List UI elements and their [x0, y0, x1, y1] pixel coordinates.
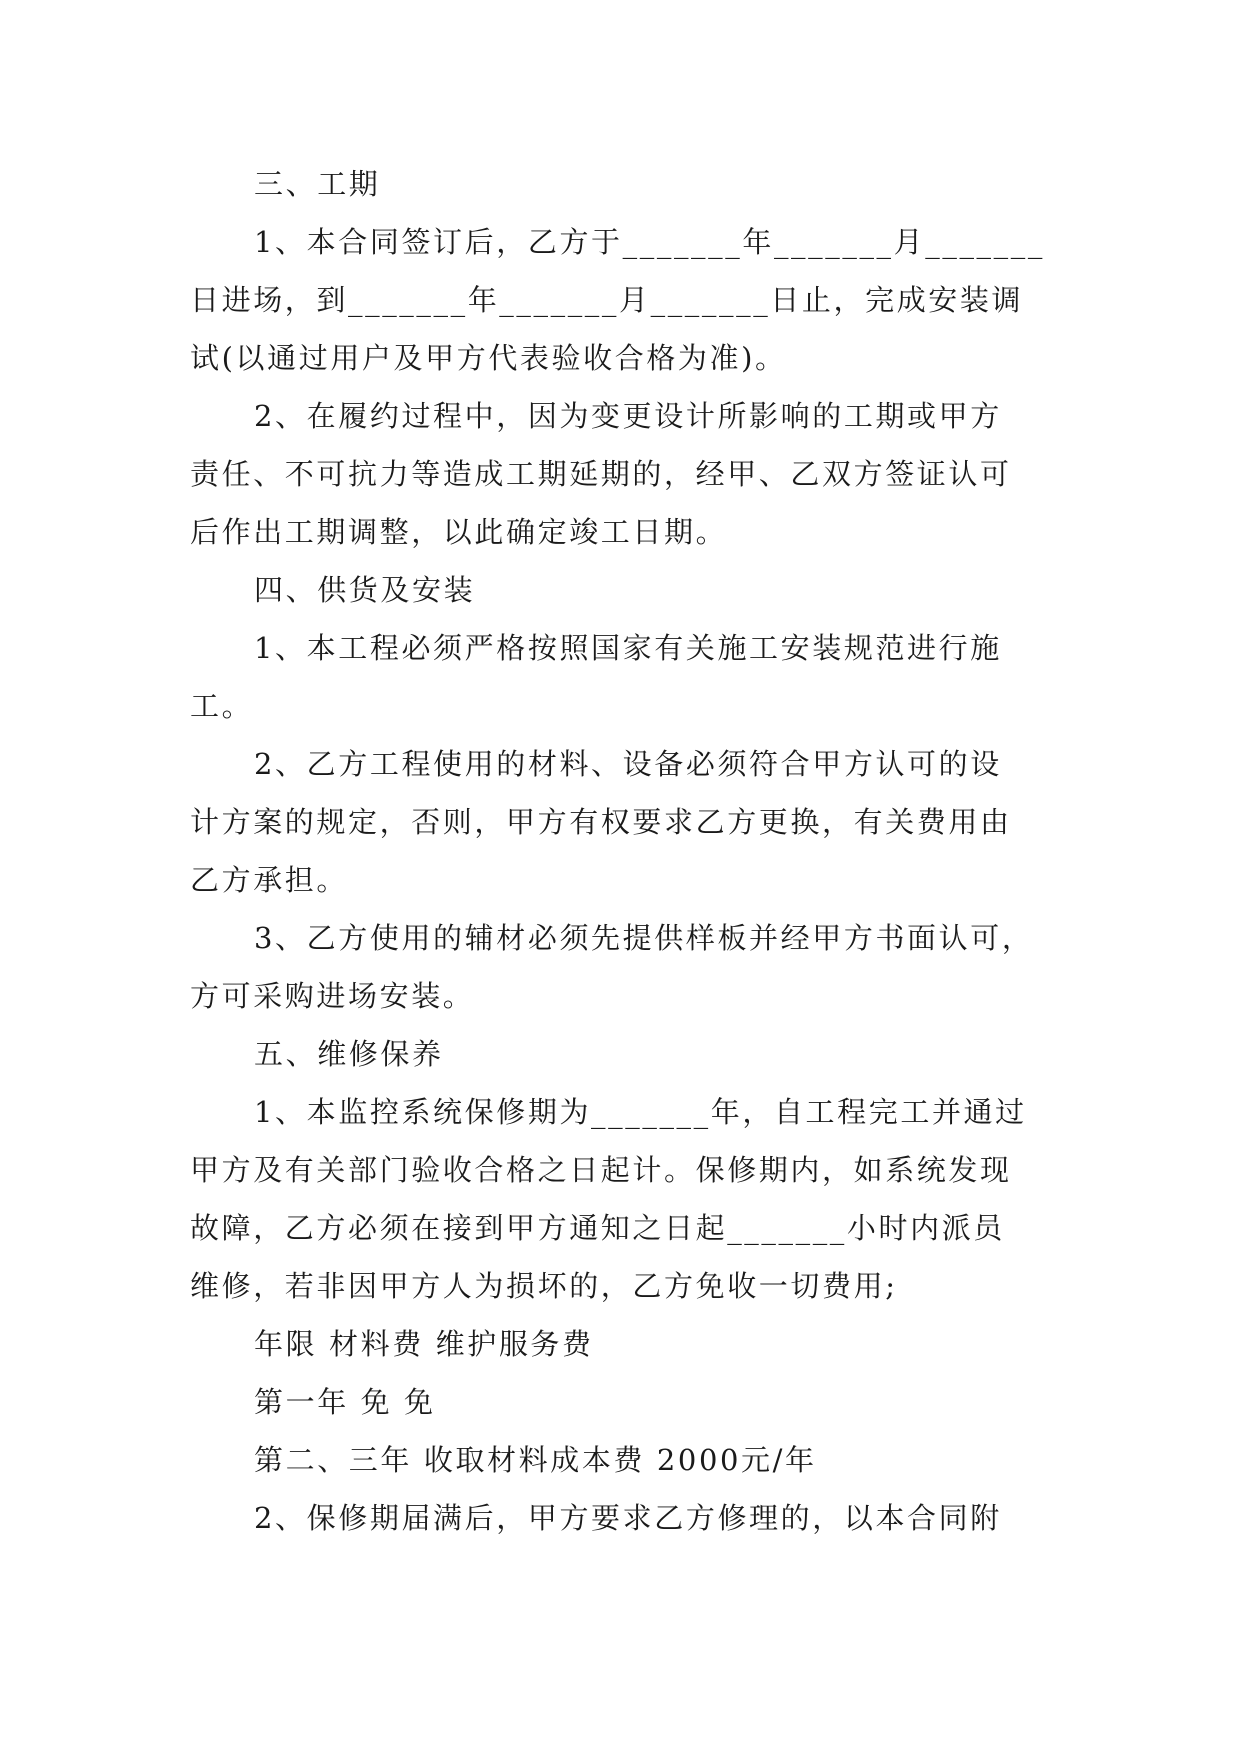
- paragraph-line: 日进场，到_______年_______月_______日止，完成安装调: [190, 283, 1024, 317]
- paragraph-line: 2、乙方工程使用的材料、设备必须符合甲方认可的设: [254, 747, 1002, 781]
- fee-table-row: 第一年 免 免: [254, 1385, 436, 1419]
- paragraph-line: 工。: [190, 689, 254, 723]
- paragraph-line: 3、乙方使用的辅材必须先提供样板并经甲方书面认可，: [254, 921, 1034, 955]
- paragraph-line: 2、在履约过程中，因为变更设计所影响的工期或甲方: [254, 399, 1002, 433]
- paragraph-line: 方可采购进场安装。: [190, 979, 475, 1013]
- paragraph-line: 甲方及有关部门验收合格之日起计。保修期内，如系统发现: [190, 1153, 1012, 1187]
- paragraph-line: 计方案的规定，否则，甲方有权要求乙方更换，有关费用由: [190, 805, 1012, 839]
- paragraph-line: 1、本工程必须严格按照国家有关施工安装规范进行施: [254, 631, 1002, 665]
- paragraph-line: 试(以通过用户及甲方代表验收合格为准)。: [190, 341, 787, 375]
- heading-maintenance: 五、维修保养: [254, 1037, 444, 1071]
- paragraph-line: 1、本合同签订后，乙方于_______年_______月_______: [254, 225, 1045, 259]
- paragraph-line: 2、保修期届满后，甲方要求乙方修理的，以本合同附: [254, 1501, 1002, 1535]
- heading-supply-installation: 四、供货及安装: [254, 573, 476, 607]
- paragraph-line: 后作出工期调整，以此确定竣工日期。: [190, 515, 728, 549]
- contract-body: [190, 155, 1050, 1547]
- heading-construction-period: 三、工期: [254, 167, 381, 201]
- paragraph-line: 乙方承担。: [190, 863, 349, 897]
- paragraph-line: 故障，乙方必须在接到甲方通知之日起_______小时内派员: [190, 1211, 1005, 1245]
- fee-table-row: 第二、三年 收取材料成本费 2000元/年: [254, 1443, 817, 1477]
- paragraph-line: 责任、不可抗力等造成工期延期的，经甲、乙双方签证认可: [190, 457, 1012, 491]
- paragraph-line: 1、本监控系统保修期为_______年，自工程完工并通过: [254, 1095, 1027, 1129]
- paragraph-line: 维修，若非因甲方人为损坏的，乙方免收一切费用;: [190, 1269, 898, 1303]
- fee-table-header: 年限 材料费 维护服务费: [254, 1327, 594, 1361]
